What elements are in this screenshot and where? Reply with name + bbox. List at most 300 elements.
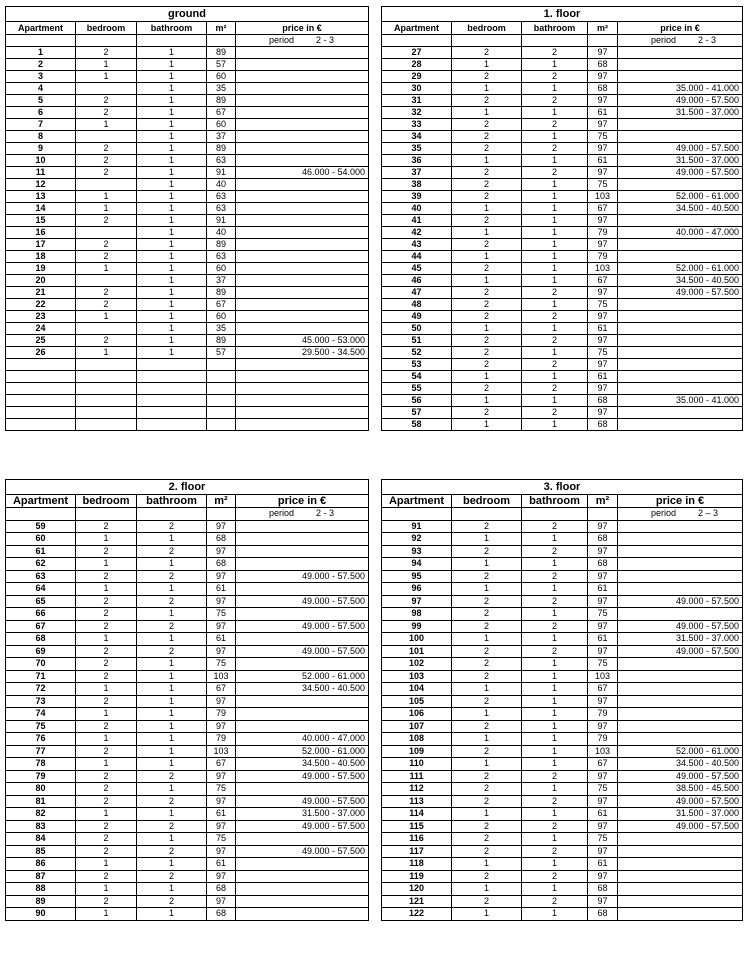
- area-value: 61: [588, 155, 618, 167]
- bedroom-count: 1: [76, 263, 137, 275]
- bathroom-count: 1: [522, 215, 588, 227]
- empty-cell: [6, 508, 76, 521]
- bedroom-count: 2: [452, 895, 522, 908]
- price-range: [618, 359, 743, 371]
- table-row: [6, 783, 369, 796]
- apartment-number: 112: [382, 783, 452, 796]
- area-value: 75: [588, 833, 618, 846]
- area-value: 91: [207, 215, 236, 227]
- area-value: 97: [588, 545, 618, 558]
- bathroom-header: bathroom: [137, 22, 207, 35]
- bathroom-count: 1: [137, 131, 207, 143]
- table-row: [382, 155, 743, 167]
- area-value: 68: [207, 533, 236, 546]
- bathroom-count: 1: [137, 335, 207, 347]
- area-value: 97: [588, 119, 618, 131]
- price-range: 49.000 - 57.500: [236, 620, 369, 633]
- apartment-number: 30: [382, 83, 452, 95]
- bathroom-count: [137, 371, 207, 383]
- empty-cell: [522, 508, 588, 521]
- apartment-number: 51: [382, 335, 452, 347]
- bedroom-count: 2: [76, 795, 137, 808]
- bedroom-count: 2: [76, 299, 137, 311]
- bedroom-count: 1: [452, 858, 522, 871]
- bathroom-count: [137, 395, 207, 407]
- bathroom-count: 2: [522, 311, 588, 323]
- apartment-number: 32: [382, 107, 452, 119]
- table-row: [382, 833, 743, 846]
- price-range: 49.000 - 57.500: [618, 167, 743, 179]
- price-range: [236, 583, 369, 596]
- bathroom-count: 1: [522, 833, 588, 846]
- price-range: [236, 179, 369, 191]
- bedroom-count: 2: [76, 107, 137, 119]
- table-row: [6, 59, 369, 71]
- table-row: [6, 275, 369, 287]
- price-range: 49.000 - 57.500: [618, 820, 743, 833]
- bathroom-count: 1: [522, 299, 588, 311]
- price-range: [618, 670, 743, 683]
- table-row: [382, 845, 743, 858]
- bedroom-count: 2: [452, 383, 522, 395]
- price-range: [618, 119, 743, 131]
- apartment-number: 99: [382, 620, 452, 633]
- apartment-number: 12: [6, 179, 76, 191]
- bathroom-count: 1: [522, 583, 588, 596]
- table-row: [6, 883, 369, 896]
- bedroom-count: [76, 323, 137, 335]
- table-row: [382, 533, 743, 546]
- price-range: 31.500 - 37.000: [618, 155, 743, 167]
- bathroom-count: 2: [522, 770, 588, 783]
- area-value: 67: [588, 275, 618, 287]
- area-value: 97: [588, 520, 618, 533]
- bathroom-count: 1: [137, 155, 207, 167]
- bedroom-count: 1: [76, 733, 137, 746]
- bathroom-count: 1: [522, 203, 588, 215]
- table-row: [382, 251, 743, 263]
- bedroom-count: 1: [76, 858, 137, 871]
- bathroom-count: 1: [522, 745, 588, 758]
- bedroom-count: 2: [76, 895, 137, 908]
- bathroom-count: 1: [137, 179, 207, 191]
- area-value: 61: [207, 808, 236, 821]
- bedroom-count: 1: [76, 683, 137, 696]
- period-range: 2 – 3: [698, 508, 719, 518]
- apartment-number: 28: [382, 59, 452, 71]
- table-row: [6, 71, 369, 83]
- price-range: [236, 520, 369, 533]
- bedroom-count: [76, 359, 137, 371]
- area-value: 37: [207, 131, 236, 143]
- bedroom-count: 1: [452, 683, 522, 696]
- table-row: [6, 299, 369, 311]
- bathroom-count: 1: [522, 59, 588, 71]
- table-row: [382, 558, 743, 571]
- price-range: 45.000 - 53.000: [236, 335, 369, 347]
- bedroom-count: 2: [76, 143, 137, 155]
- area-value: 61: [207, 633, 236, 646]
- empty-cell: [382, 508, 452, 521]
- bedroom-count: 1: [76, 59, 137, 71]
- bedroom-count: 2: [76, 251, 137, 263]
- bedroom-count: 2: [76, 783, 137, 796]
- table-row: [382, 583, 743, 596]
- bathroom-count: 1: [137, 119, 207, 131]
- table-row: [382, 820, 743, 833]
- apartment-number: 84: [6, 833, 76, 846]
- price-range: [236, 59, 369, 71]
- bathroom-count: 2: [522, 620, 588, 633]
- bedroom-count: 2: [452, 570, 522, 583]
- bedroom-count: 1: [76, 883, 137, 896]
- apartment-number: 41: [382, 215, 452, 227]
- apartment-number: 110: [382, 758, 452, 771]
- bedroom-count: 2: [452, 191, 522, 203]
- price-range: [618, 215, 743, 227]
- table-row: [382, 203, 743, 215]
- price-range: [618, 658, 743, 671]
- area-value: 61: [588, 583, 618, 596]
- area-value: [207, 419, 236, 431]
- area-value: 97: [207, 595, 236, 608]
- area-value: 89: [207, 47, 236, 59]
- apartment-header: Apartment: [6, 22, 76, 35]
- price-range: 49.000 - 57.500: [236, 770, 369, 783]
- area-value: 57: [207, 347, 236, 359]
- price-range: [236, 323, 369, 335]
- price-range: 34.500 - 40.500: [618, 758, 743, 771]
- bathroom-count: 2: [522, 820, 588, 833]
- empty-cell: [207, 508, 236, 521]
- price-range: [618, 520, 743, 533]
- apartment-number: 64: [6, 583, 76, 596]
- bedroom-count: 2: [76, 215, 137, 227]
- area-value: 67: [588, 203, 618, 215]
- area-value: 103: [588, 745, 618, 758]
- apartment-number: 88: [6, 883, 76, 896]
- apartment-number: 6: [6, 107, 76, 119]
- area-value: 67: [588, 683, 618, 696]
- table-row: [6, 645, 369, 658]
- table-row: [382, 395, 743, 407]
- area-value: 103: [588, 670, 618, 683]
- apartment-number: 26: [6, 347, 76, 359]
- bathroom-count: 1: [137, 558, 207, 571]
- price-range: [236, 908, 369, 921]
- apartment-number: 107: [382, 720, 452, 733]
- empty-cell: [137, 35, 207, 47]
- price-range: 49.000 - 57.500: [618, 645, 743, 658]
- price-range: 49.000 - 57.500: [618, 595, 743, 608]
- price-range: 49.000 - 57.500: [618, 620, 743, 633]
- price-range: [618, 71, 743, 83]
- bedroom-count: 2: [76, 645, 137, 658]
- area-value: 75: [207, 783, 236, 796]
- price-range: [236, 419, 369, 431]
- table-row: [6, 335, 369, 347]
- table-row: [382, 770, 743, 783]
- bathroom-count: 1: [137, 908, 207, 921]
- bedroom-count: 2: [452, 71, 522, 83]
- area-value: 75: [207, 658, 236, 671]
- empty-cell: [76, 35, 137, 47]
- bedroom-count: 2: [76, 833, 137, 846]
- apartment-number: 87: [6, 870, 76, 883]
- apartment-number: [6, 419, 76, 431]
- price-range: [618, 299, 743, 311]
- area-value: 79: [207, 708, 236, 721]
- price-range: 31.500 - 37.000: [618, 633, 743, 646]
- table-row: [382, 633, 743, 646]
- price-range: 49.000 - 57.500: [618, 795, 743, 808]
- apartment-number: 69: [6, 645, 76, 658]
- apartment-number: 31: [382, 95, 452, 107]
- apartment-number: 50: [382, 323, 452, 335]
- area-value: 97: [588, 335, 618, 347]
- price-range: [618, 708, 743, 721]
- table-row: [6, 845, 369, 858]
- area-value: 61: [588, 371, 618, 383]
- price-range: [618, 383, 743, 395]
- bedroom-count: 2: [452, 608, 522, 621]
- bathroom-count: 1: [137, 311, 207, 323]
- area-value: 75: [207, 608, 236, 621]
- period-range: 2 - 3: [698, 35, 717, 45]
- bathroom-count: 1: [522, 263, 588, 275]
- bedroom-count: 1: [452, 419, 522, 431]
- price-range: 49.000 - 57.500: [618, 143, 743, 155]
- bedroom-count: 1: [452, 558, 522, 571]
- bathroom-count: 2: [137, 895, 207, 908]
- apartment-number: 13: [6, 191, 76, 203]
- apartment-number: 40: [382, 203, 452, 215]
- area-value: 79: [588, 733, 618, 746]
- bathroom-count: 2: [522, 143, 588, 155]
- area-value: 75: [588, 299, 618, 311]
- table-row: [382, 683, 743, 696]
- apartment-number: 71: [6, 670, 76, 683]
- price-range: 49.000 - 57.500: [236, 845, 369, 858]
- apartment-number: 74: [6, 708, 76, 721]
- area-value: 61: [588, 323, 618, 335]
- apartment-number: 5: [6, 95, 76, 107]
- table-row: [382, 275, 743, 287]
- period-label: period: [651, 508, 677, 518]
- apartment-number: 54: [382, 371, 452, 383]
- panel-title: 1. floor: [382, 7, 743, 22]
- apartment-number: 79: [6, 770, 76, 783]
- price-range: [618, 733, 743, 746]
- apartment-number: 11: [6, 167, 76, 179]
- bedroom-count: 2: [76, 287, 137, 299]
- table-row: [382, 59, 743, 71]
- bathroom-count: 1: [137, 658, 207, 671]
- apartment-number: 48: [382, 299, 452, 311]
- apartment-number: 63: [6, 570, 76, 583]
- bedroom-count: 2: [452, 833, 522, 846]
- bathroom-count: 1: [137, 263, 207, 275]
- area-value: 61: [207, 858, 236, 871]
- price-range: [618, 407, 743, 419]
- apartment-number: 75: [6, 720, 76, 733]
- table-row: [6, 359, 369, 371]
- bathroom-count: 2: [522, 167, 588, 179]
- bathroom-count: 2: [137, 570, 207, 583]
- area-value: 57: [207, 59, 236, 71]
- bedroom-count: 2: [76, 570, 137, 583]
- bathroom-count: 1: [137, 227, 207, 239]
- ground-table: [5, 6, 369, 431]
- apartment-number: 46: [382, 275, 452, 287]
- bathroom-count: 1: [522, 658, 588, 671]
- bathroom-count: 2: [522, 335, 588, 347]
- table-row: [382, 263, 743, 275]
- apartment-number: 105: [382, 695, 452, 708]
- bathroom-count: 1: [522, 733, 588, 746]
- period-cell: [236, 508, 369, 521]
- price-range: [236, 191, 369, 203]
- bedroom-count: 1: [452, 251, 522, 263]
- price-range: [236, 299, 369, 311]
- bedroom-count: 1: [76, 71, 137, 83]
- bedroom-count: 1: [76, 633, 137, 646]
- table-row: [6, 858, 369, 871]
- price-range: [618, 570, 743, 583]
- area-value: [207, 359, 236, 371]
- area-value: 89: [207, 95, 236, 107]
- apartment-number: 108: [382, 733, 452, 746]
- area-value: 91: [207, 167, 236, 179]
- table-row: [6, 545, 369, 558]
- price-range: [236, 107, 369, 119]
- bedroom-count: 2: [452, 131, 522, 143]
- area-value: 61: [588, 633, 618, 646]
- table-row: [6, 287, 369, 299]
- apartment-number: 111: [382, 770, 452, 783]
- bedroom-count: 1: [76, 908, 137, 921]
- area-value: 97: [207, 870, 236, 883]
- bathroom-count: 2: [522, 287, 588, 299]
- area-value: 60: [207, 311, 236, 323]
- price-range: 46.000 - 54.000: [236, 167, 369, 179]
- bedroom-count: 2: [452, 695, 522, 708]
- area-value: [207, 395, 236, 407]
- table-row: [6, 520, 369, 533]
- area-value: 68: [588, 395, 618, 407]
- bedroom-count: 2: [452, 239, 522, 251]
- area-value: 60: [207, 119, 236, 131]
- price-range: 49.000 - 57.500: [236, 820, 369, 833]
- table-row: [382, 520, 743, 533]
- bathroom-count: [137, 407, 207, 419]
- bathroom-count: 1: [522, 275, 588, 287]
- apartment-number: 47: [382, 287, 452, 299]
- empty-cell: [452, 35, 522, 47]
- bathroom-count: 1: [137, 533, 207, 546]
- table-row: [6, 419, 369, 431]
- empty-cell: [522, 35, 588, 47]
- bathroom-count: 1: [522, 908, 588, 921]
- bedroom-count: 1: [452, 395, 522, 407]
- table-row: [6, 720, 369, 733]
- bedroom-count: 1: [452, 155, 522, 167]
- price-range: [236, 870, 369, 883]
- price-range: [236, 251, 369, 263]
- price-range: 35.000 - 41.000: [618, 395, 743, 407]
- bathroom-count: 1: [522, 858, 588, 871]
- apartment-number: 73: [6, 695, 76, 708]
- area-header: m²: [207, 495, 236, 508]
- table-row: [6, 179, 369, 191]
- area-value: [207, 407, 236, 419]
- bedroom-count: 2: [76, 620, 137, 633]
- area-value: 40: [207, 227, 236, 239]
- bedroom-count: 2: [452, 347, 522, 359]
- bathroom-count: 1: [522, 683, 588, 696]
- apartment-number: [6, 383, 76, 395]
- bedroom-count: 2: [76, 670, 137, 683]
- table-row: [6, 131, 369, 143]
- table-row: [6, 620, 369, 633]
- bathroom-count: 1: [137, 633, 207, 646]
- price-range: [236, 143, 369, 155]
- price-range: [236, 227, 369, 239]
- bedroom-count: 1: [452, 107, 522, 119]
- table-row: [382, 287, 743, 299]
- price-range: [618, 131, 743, 143]
- price-range: [618, 895, 743, 908]
- area-value: 35: [207, 83, 236, 95]
- bedroom-header: bedroom: [452, 22, 522, 35]
- price-range: [236, 708, 369, 721]
- bedroom-count: 1: [452, 758, 522, 771]
- apartment-number: 49: [382, 311, 452, 323]
- bathroom-count: 2: [522, 71, 588, 83]
- bathroom-count: 1: [522, 395, 588, 407]
- table-row: [6, 215, 369, 227]
- price-range: [236, 287, 369, 299]
- bedroom-count: 1: [452, 371, 522, 383]
- table-row: [6, 595, 369, 608]
- price-range: [618, 683, 743, 696]
- area-value: 79: [588, 251, 618, 263]
- area-value: 103: [207, 745, 236, 758]
- price-range: [236, 239, 369, 251]
- apartment-number: 121: [382, 895, 452, 908]
- bathroom-count: 1: [137, 143, 207, 155]
- bedroom-count: 1: [452, 59, 522, 71]
- bathroom-count: 2: [522, 595, 588, 608]
- price-range: 52.000 - 61.000: [618, 263, 743, 275]
- second-floor-panel: [5, 479, 369, 921]
- price-range: [236, 311, 369, 323]
- bathroom-count: 1: [522, 371, 588, 383]
- bedroom-count: 1: [76, 203, 137, 215]
- apartment-number: [6, 371, 76, 383]
- bedroom-header: bedroom: [76, 22, 137, 35]
- bathroom-count: 2: [522, 407, 588, 419]
- table-row: [6, 323, 369, 335]
- area-value: 67: [588, 758, 618, 771]
- bedroom-count: 2: [76, 95, 137, 107]
- price-range: [236, 155, 369, 167]
- area-value: 97: [588, 620, 618, 633]
- bedroom-count: 1: [452, 203, 522, 215]
- bathroom-count: 2: [137, 545, 207, 558]
- area-value: 89: [207, 287, 236, 299]
- bedroom-count: [76, 275, 137, 287]
